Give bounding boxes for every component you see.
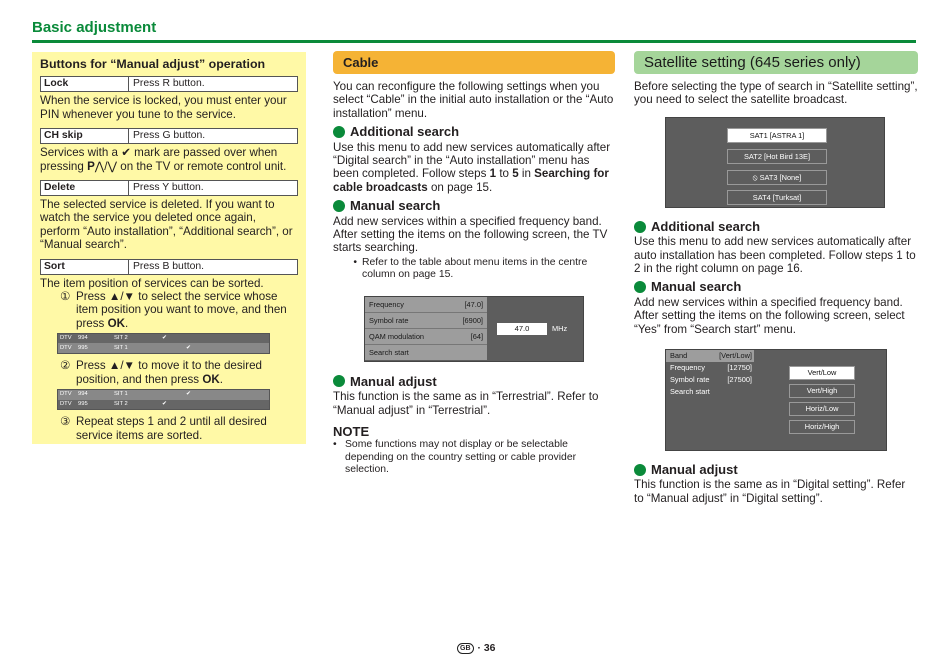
service-type: DTV xyxy=(60,391,72,398)
step-text: Repeat steps 1 and 2 until all desired service items are sorted. xyxy=(76,415,267,442)
service-number: 995 xyxy=(78,345,88,352)
step-number: ① xyxy=(60,290,71,304)
text: Services with a xyxy=(40,146,118,160)
up-down-arrows-icon: ⋀/⋁ xyxy=(94,159,118,173)
step-1 xyxy=(40,290,298,330)
page-number: 36 xyxy=(483,643,496,654)
setting-label: Search start xyxy=(670,387,710,397)
sat1-button[interactable]: SAT1 [ASTRA 1] xyxy=(727,128,827,143)
frequency-input[interactable]: 47.0 xyxy=(497,323,547,335)
unit-label: MHz xyxy=(552,323,568,333)
additional-search-desc xyxy=(333,141,615,195)
heading-text: Additional search xyxy=(651,218,761,234)
service-name: SIT 1 xyxy=(114,391,128,398)
service-row xyxy=(58,390,269,400)
setting-value: [6900] xyxy=(462,315,483,325)
horiz-high-button[interactable]: Horiz/High xyxy=(789,420,855,434)
step-number: ③ xyxy=(60,415,71,429)
check-mark-icon: ✔ xyxy=(162,335,167,342)
manual-adjust-desc: This function is the same as in “Digital setting”. Refer to “Manual adjust” in “Digital setting”. xyxy=(634,478,906,505)
bullet-dot-icon xyxy=(333,200,345,212)
manual-search-desc: Add new services within a specified frequency band. After setting the items on the following screen, the TV starts searching. xyxy=(333,214,608,255)
service-row xyxy=(58,400,269,409)
service-name: SIT 1 xyxy=(114,345,128,352)
setting-value: [47.0] xyxy=(464,299,483,309)
bullet-dot-icon xyxy=(634,281,646,293)
vert-high-button[interactable]: Vert/High xyxy=(789,384,855,398)
service-name: SIT 2 xyxy=(114,335,128,342)
delete-option-row xyxy=(40,180,298,196)
region-badge: GB xyxy=(457,643,474,654)
text: Press ▲/▼ to select the service whose item position you want to move, and then press xyxy=(76,290,287,330)
horiz-low-button[interactable]: Horiz/Low xyxy=(789,402,855,416)
setting-value: [Vert/Low] xyxy=(719,351,752,361)
service-type: DTV xyxy=(60,345,72,352)
setting-label: QAM modulation xyxy=(369,331,425,341)
note-text: Some functions may not display or be selectable depending on the country setting or cable provider selection. xyxy=(345,439,577,476)
heading-text: Manual adjust xyxy=(350,373,437,389)
option-value: Press R button. xyxy=(133,78,205,90)
check-mark-icon: ✔ xyxy=(121,146,131,160)
bullet-icon: • xyxy=(333,439,337,451)
satellite-column xyxy=(634,51,918,505)
ok-key: OK xyxy=(202,372,220,386)
service-list-before xyxy=(57,333,270,354)
text: Press ▲/▼ to move it to the desired position, and then press xyxy=(76,359,262,386)
manual-adjust-heading xyxy=(634,463,918,476)
cable-manual-search-screen xyxy=(364,296,584,362)
bullet-icon: • xyxy=(353,256,357,268)
manual-search-heading xyxy=(634,280,918,293)
page-footer xyxy=(457,643,495,654)
setting-row[interactable] xyxy=(666,362,754,374)
setting-label: Symbol rate xyxy=(369,315,409,325)
setting-value: [27500] xyxy=(727,375,752,385)
additional-search-heading xyxy=(634,220,918,233)
check-mark-icon: ✔ xyxy=(186,391,191,398)
setting-row[interactable] xyxy=(365,345,487,360)
manual-search-heading xyxy=(333,199,615,212)
text: to xyxy=(499,167,509,181)
lock-description: When the service is locked, you must enter your PIN whenever you tune to the service. xyxy=(40,94,287,121)
manual-adjust-buttons-panel xyxy=(32,52,306,444)
manual-adjust-desc: This function is the same as in “Terrestrial”. Refer to “Manual adjust” in “Terrestrial”. xyxy=(333,390,599,417)
bullet-dot-icon xyxy=(634,221,646,233)
satellite-manual-search-screen xyxy=(665,349,887,451)
note-bullet xyxy=(333,439,615,476)
bullet-text: Refer to the table about menu items in the centre column on page 15. xyxy=(362,256,588,281)
setting-label: Symbol rate xyxy=(670,375,710,385)
check-mark-icon: ✔ xyxy=(162,401,167,408)
setting-row[interactable] xyxy=(365,329,487,345)
service-number: 995 xyxy=(78,401,88,408)
manual-adjust-heading xyxy=(333,375,615,388)
setting-label: Frequency xyxy=(670,363,705,373)
lock-option-row xyxy=(40,76,298,92)
chskip-description xyxy=(40,146,298,173)
step-ref: 5 xyxy=(512,167,519,181)
setting-value: [12750] xyxy=(727,363,752,373)
bullet-dot-icon xyxy=(634,464,646,476)
text: mark are passed over when pressing xyxy=(40,146,278,173)
option-key: CH skip xyxy=(41,129,129,143)
manual-search-bullet xyxy=(333,257,615,282)
text: in xyxy=(521,167,531,181)
settings-list xyxy=(365,297,487,360)
service-number: 994 xyxy=(78,391,88,398)
setting-row[interactable] xyxy=(365,313,487,329)
setting-value: [64] xyxy=(470,331,483,341)
satellite-title-bar: Satellite setting (645 series only) xyxy=(634,51,918,74)
sort-description: The item position of services can be sorted. xyxy=(40,276,264,290)
note-heading: NOTE xyxy=(333,423,370,439)
sat3-button[interactable] xyxy=(727,170,827,185)
step-ref: 1 xyxy=(489,167,497,181)
service-row xyxy=(58,334,269,344)
text: Use this menu to add new services automatically after “Digital search” in the “Auto installation” menu has been completed. Follow steps xyxy=(333,140,611,181)
manual-search-desc: Add new services within a specified frequency band. After setting the items on the following screen, select “Yes” from “Search start” menu. xyxy=(634,295,905,336)
cable-intro: You can reconfigure the following settings when you select “Cable” in the initial auto installation or the “Auto installation” menu. xyxy=(333,80,614,120)
setting-row[interactable] xyxy=(666,374,754,386)
heading-text: Manual adjust xyxy=(651,462,738,478)
sat4-button[interactable]: SAT4 [Turksat] xyxy=(727,190,827,205)
setting-label: Frequency xyxy=(369,299,404,309)
text: . xyxy=(219,372,223,386)
sat2-button[interactable]: SAT2 [Hot Bird 13E] xyxy=(727,149,827,164)
no-entry-icon: ⦸ xyxy=(752,172,758,182)
delete-description: The selected service is deleted. If you want to watch the service you deleted once again, perform “Auto installation”, “Additional search”, or “Manual search”. xyxy=(40,198,293,252)
heading-text: Manual search xyxy=(350,198,441,214)
setting-row[interactable] xyxy=(666,386,754,398)
satellite-select-screen xyxy=(665,117,885,208)
service-list-after xyxy=(57,389,270,410)
step-3 xyxy=(40,415,298,442)
service-type: DTV xyxy=(60,335,72,342)
additional-search-desc: Use this menu to add new services automatically after auto installation has been completed. Follow steps 1 to 2 in the right column on page 16. xyxy=(634,235,916,276)
step-number: ② xyxy=(60,359,71,373)
option-key: Lock xyxy=(41,77,129,91)
text: on page 15. xyxy=(430,180,493,194)
option-key: Delete xyxy=(41,181,129,195)
settings-list xyxy=(666,350,754,398)
setting-row[interactable] xyxy=(365,297,487,313)
option-value: Press Y button. xyxy=(133,182,204,194)
step-text xyxy=(76,290,298,330)
heading-text: Additional search xyxy=(350,124,460,140)
service-name: SIT 2 xyxy=(114,401,128,408)
cable-column xyxy=(333,51,615,477)
service-number: 994 xyxy=(78,335,88,342)
separator: · xyxy=(477,643,481,654)
ok-key: OK xyxy=(107,316,125,330)
option-value: Press G button. xyxy=(133,130,206,142)
page-section-title: Basic adjustment xyxy=(32,19,157,36)
chskip-option-row xyxy=(40,128,298,144)
text: . xyxy=(124,316,129,330)
section-ref: Searching for cable broadcasts xyxy=(333,167,609,194)
button-label: SAT3 [None] xyxy=(759,172,802,182)
panel-heading: Buttons for “Manual adjust” operation xyxy=(40,57,266,71)
step-text xyxy=(76,359,298,386)
heading-text: Manual search xyxy=(651,279,742,295)
bullet-dot-icon xyxy=(333,126,345,138)
sort-option-row xyxy=(40,259,298,275)
setting-label: Band xyxy=(670,351,688,361)
satellite-intro: Before selecting the type of search in “Satellite setting”, you need to select the satellite broadcast. xyxy=(634,80,918,107)
setting-label: Search start xyxy=(369,347,409,357)
service-row xyxy=(58,344,269,353)
bullet-dot-icon xyxy=(333,375,345,387)
service-type: DTV xyxy=(60,401,72,408)
option-value: Press B button. xyxy=(133,260,205,272)
additional-search-heading xyxy=(333,125,615,138)
vert-low-button[interactable]: Vert/Low xyxy=(789,366,855,380)
setting-row[interactable] xyxy=(666,350,754,362)
cable-title-bar: Cable xyxy=(333,51,615,74)
p-glyph: P xyxy=(87,159,95,173)
text: on the TV or remote control unit. xyxy=(120,159,287,173)
check-mark-icon: ✔ xyxy=(186,345,191,352)
step-2 xyxy=(40,359,298,386)
header-rule xyxy=(32,40,916,43)
option-key: Sort xyxy=(41,260,129,274)
